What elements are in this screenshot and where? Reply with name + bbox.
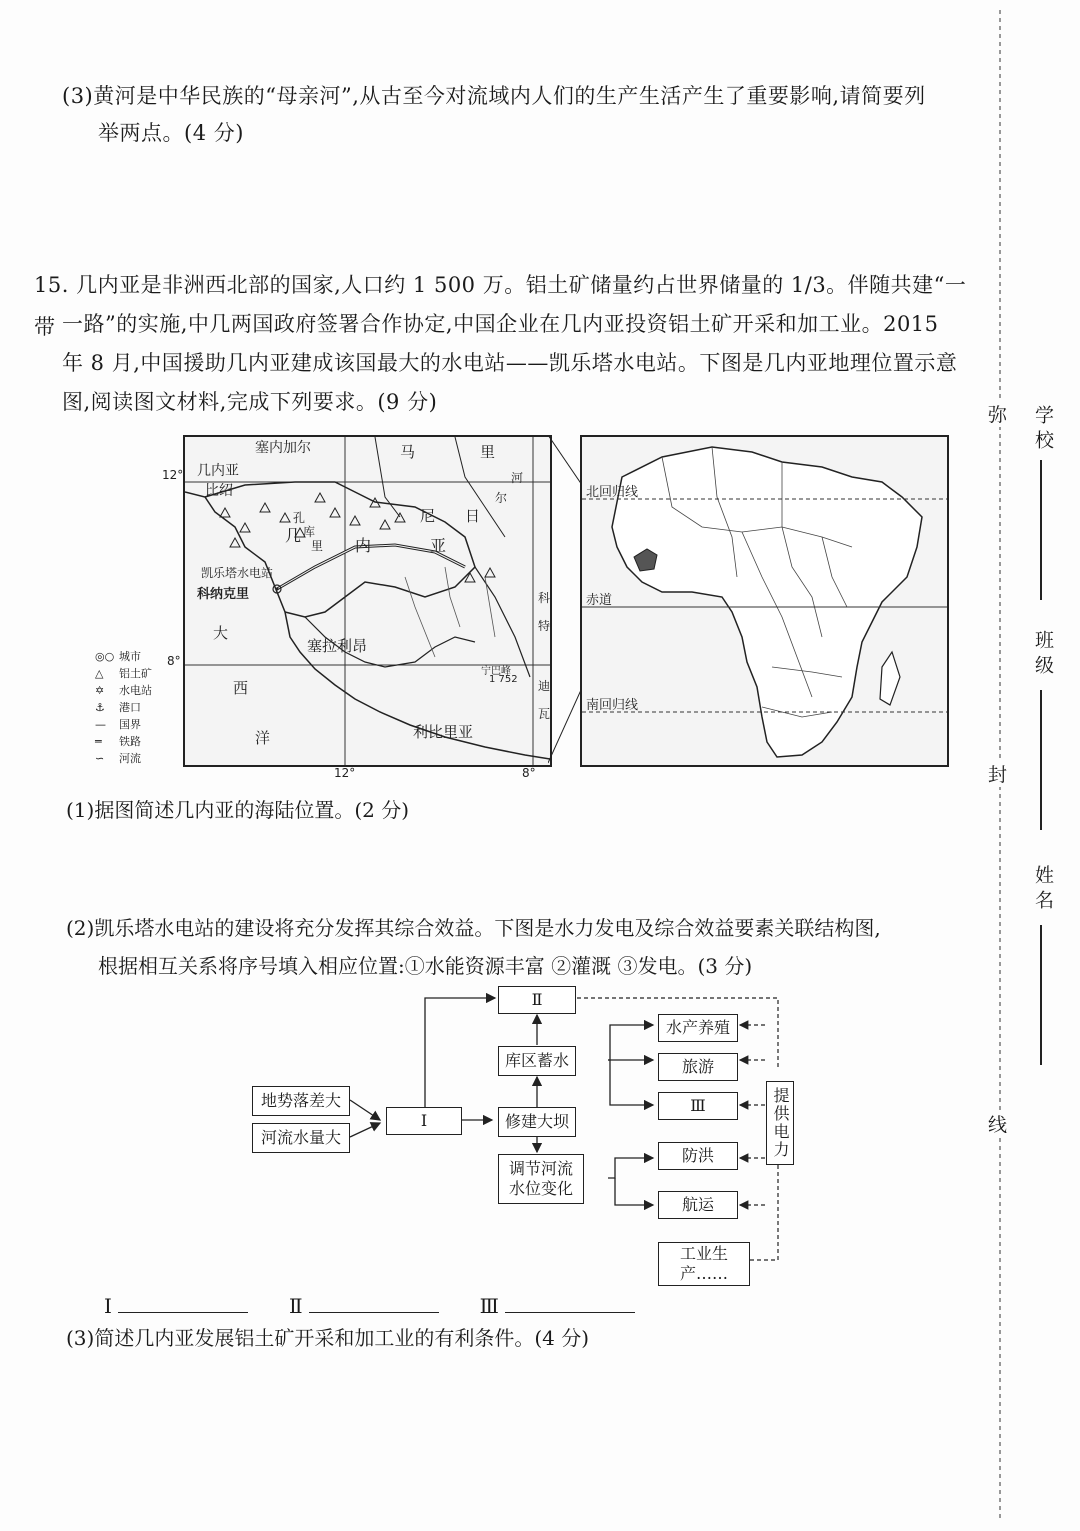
seal-mi: 弥: [988, 400, 1007, 427]
box-II: Ⅱ: [498, 986, 576, 1014]
label-civ-di: 迪: [538, 679, 551, 693]
box-dam: 修建大坝: [498, 1107, 576, 1137]
label-lat-8: 8°: [167, 654, 181, 668]
school-line[interactable]: [1040, 460, 1042, 600]
label-ni: 尼: [420, 507, 436, 525]
label-lon-8: 8°: [522, 766, 536, 780]
box-power: 提供电力: [766, 1081, 794, 1165]
class-label: 班级: [1032, 630, 1054, 680]
box-industry: 工业生产……: [658, 1242, 750, 1286]
legend-row: △ 铝土矿: [95, 667, 152, 680]
label-liberia: 利比里亚: [413, 723, 474, 741]
label-lat-12: 12°: [162, 468, 184, 482]
label-he: 河: [511, 471, 524, 485]
q15-2-line2: 根据相互关系将序号填入相应位置:①水能资源丰富 ②灌溉 ③发电。(3 分): [98, 954, 753, 978]
answer-label-I: Ⅰ: [104, 1294, 112, 1318]
label-ri: 日: [465, 507, 481, 525]
label-li: 里: [480, 443, 496, 461]
legend-row: ✡ 水电站: [95, 684, 152, 697]
map-legend: [95, 648, 175, 767]
label-guinea-ya: 亚: [430, 536, 447, 555]
q14-3-line1: (3)黄河是中华民族的“母亲河”,从古至今对流域内人们的生产生活产生了重要影响,请简要列: [62, 84, 926, 108]
q15-3: (3)简述几内亚发展铝土矿开采和加工业的有利条件。(4 分): [66, 1326, 590, 1350]
name-label: 姓名: [1032, 865, 1054, 915]
seal-xian: 线: [988, 1110, 1007, 1137]
label-guinea-ji: 几: [285, 526, 302, 545]
box-flow: 河流水量大: [252, 1123, 350, 1153]
box-aquaculture: 水产养殖: [658, 1014, 738, 1042]
box-flood: 防洪: [658, 1142, 738, 1170]
q15-line3: 年 8 月,中国援助几内亚建成该国最大的水电站——凯乐塔水电站。下图是几内亚地理位置示意: [62, 351, 958, 375]
legend-row: ∽ 河流: [95, 752, 141, 765]
label-kuli: 里: [311, 539, 324, 553]
box-III: Ⅲ: [658, 1092, 738, 1120]
box-regulate: 调节河流水位变化: [498, 1154, 584, 1204]
box-terrain: 地势落差大: [252, 1086, 350, 1116]
label-atlantic-xi: 西: [233, 679, 249, 697]
label-equator: 赤道: [586, 593, 613, 608]
name-line[interactable]: [1040, 925, 1042, 1065]
q15-line1: 15. 几内亚是非洲西北部的国家,人口约 1 500 万。铝土矿储量约占世界储量的 1/3。伴随共建“一带: [34, 273, 967, 339]
legend-row: ⚓ 港口: [95, 701, 141, 714]
q14-3-line2: 举两点。(4 分): [98, 121, 244, 145]
label-lon-12: 12°: [334, 766, 356, 780]
q15-line2: 一路”的实施,中几两国政府签署合作协定,中国企业在几内亚投资铝土矿开采和加工业。2015: [62, 312, 939, 336]
legend-row: ◎○ 城市: [95, 650, 141, 663]
label-ma: 马: [400, 443, 416, 461]
q15-2-line1: (2)凯乐塔水电站的建设将充分发挥其综合效益。下图是水力发电及综合效益要素关联结构图,: [66, 916, 881, 940]
label-sierra-leone: 塞拉利昂: [307, 637, 368, 655]
label-kong: 孔: [293, 511, 306, 525]
answer-blank-I[interactable]: [118, 1290, 248, 1313]
africa-map: [580, 435, 949, 767]
school-label: 学校: [1032, 405, 1054, 455]
label-civ-te: 特: [538, 619, 551, 633]
label-senegal: 塞内加尔: [255, 440, 311, 456]
answer-blank-II[interactable]: [309, 1290, 439, 1313]
label-civ-ke: 科: [538, 591, 551, 605]
label-peak-name: 宁巴峰: [481, 666, 511, 677]
label-er: 尔: [495, 491, 508, 505]
answer-label-II: Ⅱ: [288, 1294, 303, 1318]
label-tropic-cancer: 北回归线: [586, 485, 639, 500]
legend-row: — 国界: [95, 718, 141, 731]
label-conakry: 科纳克里: [197, 587, 250, 602]
box-I: Ⅰ: [386, 1107, 462, 1135]
label-guinea-bissau-2: 比绍: [205, 483, 233, 499]
label-ku: 库: [303, 525, 316, 539]
class-line[interactable]: [1040, 690, 1042, 830]
seal-feng: 封: [988, 760, 1007, 787]
label-tropic-capricorn: 南回归线: [586, 698, 639, 713]
label-guinea-nei: 内: [355, 536, 372, 555]
q15-1: (1)据图简述几内亚的海陆位置。(2 分): [66, 798, 410, 822]
box-shipping: 航运: [658, 1191, 738, 1219]
label-atlantic-da: 大: [213, 624, 229, 642]
label-station: 凯乐塔水电站: [201, 566, 274, 580]
guinea-map: [183, 435, 552, 767]
box-tourism: 旅游: [658, 1053, 738, 1081]
label-peak-height: 1 752: [489, 674, 518, 685]
answer-label-III: Ⅲ: [479, 1294, 499, 1318]
label-guinea-bissau-1: 几内亚: [197, 463, 239, 479]
q15-line4: 图,阅读图文材料,完成下列要求。(9 分): [62, 390, 438, 414]
label-atlantic-yang: 洋: [255, 729, 271, 747]
label-civ-wa: 瓦: [538, 707, 551, 721]
box-reservoir: 库区蓄水: [498, 1046, 576, 1076]
legend-row: ═ 铁路: [95, 735, 141, 748]
answer-blank-III[interactable]: [505, 1290, 635, 1313]
